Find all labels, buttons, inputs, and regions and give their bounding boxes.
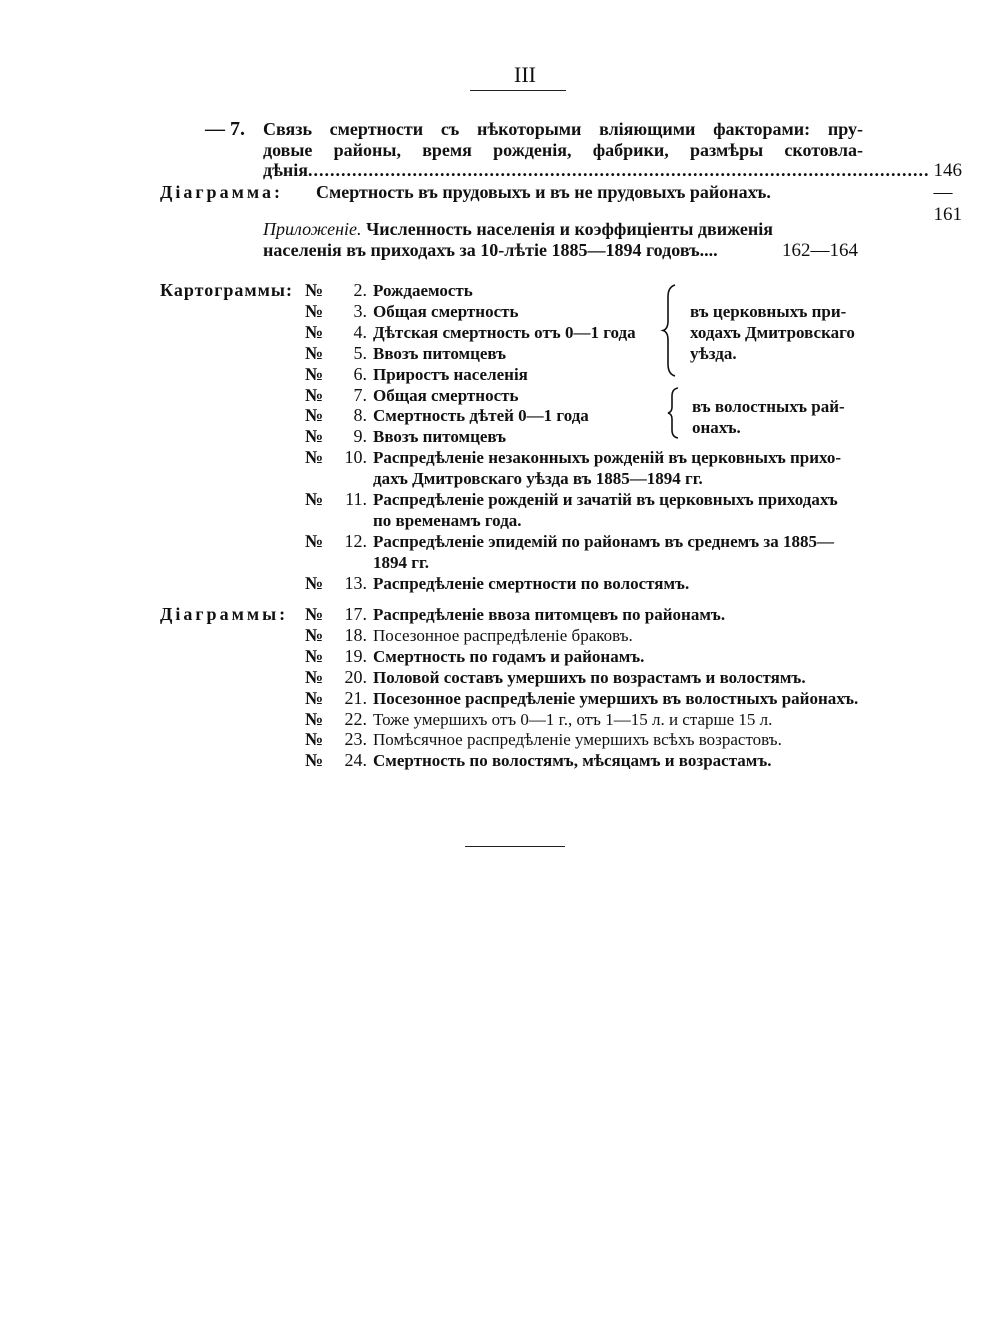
entry-number-value: 6. — [353, 363, 367, 384]
appendix-pages: 162—164 — [782, 240, 858, 261]
group-note-parishes-3: уѣзда. — [690, 344, 737, 363]
number-sign: № — [305, 729, 324, 750]
group-note-volosts-1: въ волостныхъ рай- — [692, 397, 845, 416]
section-line-1: Связь смертности съ нѣкоторыми вліяющими факторами: пру- — [263, 119, 863, 139]
number-sign: № — [305, 363, 324, 384]
entry-text: Общая смертность — [373, 301, 519, 321]
number-sign: № — [305, 687, 324, 708]
entry-number-value: 21. — [344, 687, 367, 708]
entry-number-value: 7. — [353, 384, 367, 405]
appendix-line-1-text: Численность населенія и коэффиціенты движенія — [366, 219, 773, 239]
entry-number-value: 2. — [353, 280, 367, 300]
section-number: — 7. — [205, 118, 245, 140]
section-pages: 146—161 — [933, 160, 963, 225]
entry-text: дахъ Дмитровскаго уѣзда въ 1885—1894 гг. — [373, 469, 703, 489]
entry-text: Смертность дѣтей 0—1 года — [373, 406, 589, 426]
section-line-2: довые районы, время рожденія, фабрики, размѣры скотовла- — [263, 140, 863, 160]
group-note-volosts-2: онахъ. — [692, 418, 741, 437]
entry-number-value: 23. — [344, 729, 367, 750]
diagrams-label: Діаграммы: — [160, 604, 289, 624]
entry-number-value: 5. — [353, 342, 367, 363]
entry-number-value: 10. — [344, 447, 367, 468]
diagram-text: Смертность въ прудовыхъ и въ не прудовыхъ районахъ. — [316, 182, 771, 202]
entry-text: Дѣтская смертность отъ 0—1 года — [373, 322, 636, 342]
group-brace-parishes — [662, 283, 678, 378]
entry-text: Общая смертность — [373, 385, 519, 405]
entry-number-value: 18. — [344, 624, 367, 645]
number-sign: № — [305, 666, 324, 687]
cartograms-label: Картограммы: — [160, 280, 293, 300]
entry-number-value: 12. — [344, 530, 367, 551]
entry-text: Тоже умершихъ отъ 0—1 г., отъ 1—15 л. и старше 15 л. — [373, 709, 773, 729]
entry-number-value: 8. — [353, 405, 367, 426]
entry-text: Половой составъ умершихъ по возрастамъ и волостямъ. — [373, 667, 806, 687]
entry-text: Приростъ населенія — [373, 364, 528, 384]
section-line-3-text: дѣнія — [263, 160, 309, 180]
number-sign: № — [305, 604, 324, 624]
number-sign: № — [305, 645, 324, 666]
entry-text: 1894 гг. — [373, 552, 430, 572]
entry-text: Распредѣленіе незаконныхъ рожденій въ церковныхъ прихо- — [373, 448, 842, 468]
entry-number-value: 4. — [353, 321, 367, 342]
entry-text: Ввозъ питомцевъ — [373, 427, 507, 447]
entry-text: Рождаемость — [373, 281, 473, 300]
number-sign: № — [305, 342, 324, 363]
entry-text: Посезонное распредѣленіе браковъ. — [373, 625, 633, 645]
number-sign: № — [305, 530, 324, 551]
entry-text: Смертность по годамъ и районамъ. — [373, 646, 645, 666]
number-sign: № — [305, 447, 324, 468]
number-sign: № — [305, 280, 324, 300]
number-sign: № — [305, 750, 324, 771]
number-sign: № — [305, 321, 324, 342]
entry-text: по временамъ года. — [373, 510, 522, 530]
group-brace-volosts — [667, 386, 681, 440]
entry-text: Ввозъ питомцевъ — [373, 343, 507, 363]
entry-text: Помѣсячное распредѣленіе умершихъ всѣхъ возрастовъ. — [373, 730, 782, 750]
entry-number-value: 19. — [344, 645, 367, 666]
number-sign: № — [305, 426, 324, 447]
number-sign: № — [305, 572, 324, 593]
entry-number-value: 17. — [344, 604, 367, 624]
entry-number-value: 13. — [344, 572, 367, 593]
number-sign: № — [305, 384, 324, 405]
entry-number-value: 9. — [353, 426, 367, 447]
leader-dots: ................................................................................................................. — [308, 160, 930, 180]
footer-rule — [465, 846, 565, 847]
entry-number-value: 3. — [353, 300, 367, 321]
number-sign: № — [305, 405, 324, 426]
entry-text: Распредѣленіе рожденій и зачатій въ церковныхъ приходахъ — [373, 490, 838, 509]
group-note-parishes-1: въ церковныхъ при- — [690, 302, 847, 321]
diagram-label: Діаграмма: — [160, 182, 283, 202]
entry-text: Распредѣленіе эпидемій по районамъ въ среднемъ за 1885— — [373, 531, 834, 551]
entry-text: Распредѣленіе смертности по волостямъ. — [373, 573, 690, 593]
entry-number-value: 11. — [345, 489, 367, 509]
header-rule — [470, 90, 566, 91]
entry-number-value: 24. — [344, 750, 367, 771]
number-sign: № — [305, 708, 324, 729]
appendix-line-2: населенія въ приходахъ за 10-лѣтіе 1885—1894 годовъ.... — [263, 240, 718, 260]
entry-text: Посезонное распредѣленіе умершихъ въ волостныхъ районахъ. — [373, 688, 859, 708]
appendix-title: Приложеніе. — [263, 219, 362, 239]
entry-number-value: 20. — [344, 666, 367, 687]
group-note-parishes-2: ходахъ Дмитровскаго — [690, 323, 855, 342]
number-sign: № — [305, 489, 324, 509]
entry-number-value: 22. — [344, 708, 367, 729]
entry-text: Смертность по волостямъ, мѣсяцамъ и возрастамъ. — [373, 751, 772, 771]
number-sign: № — [305, 624, 324, 645]
page-number: III — [514, 62, 536, 87]
appendix-line-1 — [263, 219, 773, 240]
entry-text: Распредѣленіе ввоза питомцевъ по районамъ. — [373, 605, 726, 624]
number-sign: № — [305, 300, 324, 321]
